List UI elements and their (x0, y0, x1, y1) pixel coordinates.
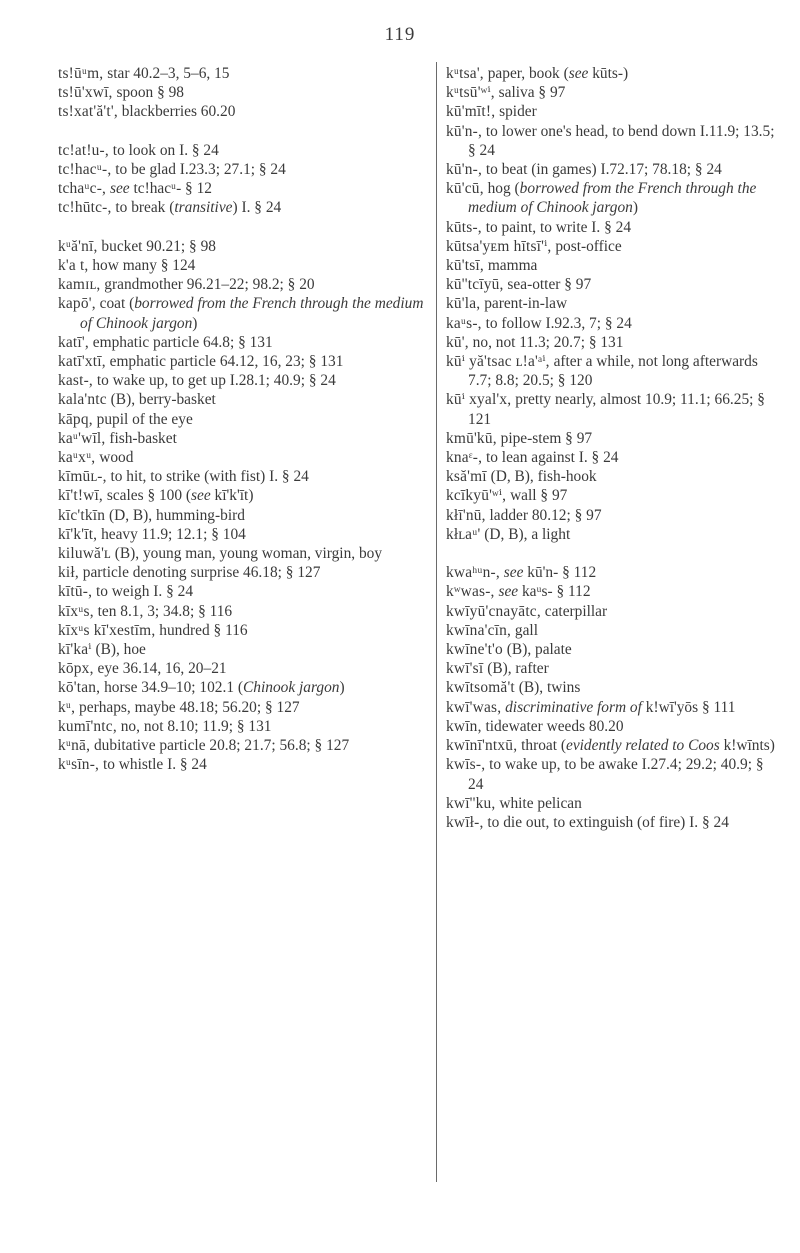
dictionary-entry (446, 102, 776, 121)
dictionary-entry (446, 794, 776, 813)
dictionary-entry (58, 410, 430, 429)
entry-headword: kwīna'cīn, (446, 621, 512, 639)
entry-headword: kumī'ntc, (58, 717, 117, 735)
entry-gloss: kūts-) (588, 65, 629, 82)
entry-headword: kū'tsī, (446, 257, 484, 275)
dictionary-entry (58, 102, 430, 121)
dictionary-entry (58, 755, 430, 774)
entry-headword: kō'tan, (58, 679, 101, 697)
entry-gloss: to lean against I. § 24 (485, 449, 619, 467)
entry-headword: tchaᵘc-, (58, 180, 107, 198)
entry-headword: kiluwă'ʟ (58, 545, 111, 563)
dictionary-entry (446, 621, 776, 640)
entry-headword: kwī''ku, (446, 794, 496, 812)
entry-headword: kwīł-, (446, 813, 484, 831)
entry-italic-note: borrowed from the French through the medium of Chinook jargon (468, 180, 761, 217)
dictionary-entry (58, 371, 430, 390)
entry-headword: kū''tcīyū, (446, 276, 504, 294)
entry-headword: kōpx, (58, 660, 94, 678)
entry-gloss: ) I. § 24 (232, 199, 282, 217)
entry-headword: ts!ū'xwī, (58, 84, 113, 102)
entry-headword: kaᵘxᵘ, (58, 449, 96, 467)
entry-headword: ksă'mī (446, 468, 487, 486)
page-number: 119 (384, 24, 416, 45)
entry-gloss: hundred § 116 (159, 621, 248, 639)
entry-headword: kʷwas-, (446, 583, 495, 601)
entry-gloss: ) (632, 199, 639, 217)
entry-headword: kaᵘs-, (446, 314, 482, 332)
entry-headword: kūⁱ yă'tsac ʟ!a'ᵃⁱ, (446, 353, 550, 371)
dictionary-entry (58, 736, 430, 755)
entry-gloss: to weigh I. § 24 (95, 583, 194, 601)
entry-gloss: grandmother 96.21–22; 98.2; § 20 (104, 276, 315, 294)
dictionary-entry (58, 717, 430, 736)
entry-gloss: eye 36.14, 16, 20–21 (97, 660, 227, 678)
dictionary-entry (446, 275, 776, 294)
entry-headword: kīc'tkīn (58, 506, 106, 524)
entry-gloss: mamma (487, 257, 538, 275)
entry-gloss: emphatic particle 64.12, 16, 23; § 131 (109, 353, 344, 371)
entry-headword: kī'k'īt, (58, 525, 98, 543)
dictionary-entry (446, 218, 776, 237)
entry-headword: kwīnī'ntxū, (446, 737, 518, 755)
dictionary-entry (58, 83, 430, 102)
dictionary-entry (58, 429, 430, 448)
dictionary-entry (58, 467, 430, 486)
dictionary-entry (58, 390, 430, 409)
entry-headword: kᵘ, (58, 698, 76, 716)
entry-italic-note: borrowed from the French through the medium of Chinook jargon (80, 295, 428, 332)
dictionary-entry (58, 678, 430, 697)
entry-gloss: kaᵘs- § 112 (518, 583, 591, 601)
entry-headword: kī't!wī, (58, 487, 103, 505)
dictionary-entry (58, 198, 430, 217)
dictionary-entry (446, 122, 779, 160)
entry-headword: kwīs-, (446, 756, 486, 774)
entry-headword: kī'kaⁱ (58, 641, 92, 659)
entry-gloss: ladder 80.12; § 97 (489, 506, 602, 524)
dictionary-entry (58, 333, 430, 352)
entry-headword: tc!at!u-, (58, 141, 109, 159)
dictionary-entry (58, 582, 430, 601)
dictionary-entry (446, 448, 776, 467)
dictionary-entry (446, 813, 776, 832)
entry-gloss: to whistle I. § 24 (102, 756, 207, 774)
entry-gloss: blackberries 60.20 (121, 103, 236, 121)
entry-italic-note: see (503, 564, 524, 582)
dictionary-entry (446, 352, 776, 390)
entry-gloss: spider (499, 103, 537, 121)
entry-headword: kᵘă'nī, (58, 237, 98, 255)
entry-headword: kwaʰᵘn-, (446, 564, 500, 582)
entry-gloss: hog ( (487, 180, 520, 198)
dictionary-entry (446, 237, 776, 256)
entry-headword: kāpq, (58, 410, 93, 428)
dictionary-entry (446, 429, 776, 448)
entry-headword: kīxᵘs, (58, 602, 94, 620)
entry-headword: kᵘsīn-, (58, 756, 100, 774)
entry-gloss: emphatic particle 64.8; § 131 (92, 333, 273, 351)
dictionary-entry (58, 64, 430, 83)
entry-headword: katī'xtī, (58, 353, 106, 371)
dictionary-entry (58, 602, 430, 621)
entry-gloss: to look on I. § 24 (112, 141, 219, 159)
dictionary-entry (446, 506, 776, 525)
entry-gloss: kī'k'īt) (210, 487, 254, 505)
entry-italic-note: see (191, 487, 211, 505)
entry-headword: kala'ntc (58, 391, 107, 409)
entry-headword: kast-, (58, 372, 93, 390)
entry-gloss: k!wīnts) (719, 737, 775, 755)
entry-gloss: coat ( (99, 295, 135, 313)
entry-gloss: to break ( (115, 199, 175, 217)
entry-headword: kwīne't'o (446, 641, 503, 659)
dictionary-entry (58, 256, 430, 275)
entry-italic-note: see (498, 583, 519, 601)
dictionary-entry (58, 141, 430, 160)
entry-headword: tc!hūtc-, (58, 199, 112, 217)
entry-gloss: paper, book ( (487, 65, 569, 82)
left-column (58, 64, 430, 774)
entry-gloss: pupil of the eye (96, 410, 193, 428)
entry-gloss: (B), berry-basket (110, 391, 216, 409)
entry-gloss: pretty nearly, almost 10.9; 11.1; 66.25; § 121 (468, 391, 769, 428)
entry-gloss: no, not 8.10; 11.9; § 131 (120, 717, 272, 735)
dictionary-entry (446, 83, 776, 102)
entry-gloss: (B), young man, young woman, virgin, boy (114, 545, 383, 563)
dictionary-entry (446, 659, 776, 678)
entry-italic-note: discriminative form of (505, 698, 642, 716)
entry-gloss: to beat (in games) I.72.17; 78.18; § 24 (485, 161, 722, 179)
dictionary-entry (58, 237, 430, 256)
entry-headword: kīmūʟ-, (58, 468, 107, 486)
dictionary-entry (58, 621, 430, 640)
entry-headword: kwī'was, (446, 698, 502, 716)
entry-headword: k'a t, (58, 257, 89, 274)
dictionary-entry (446, 486, 776, 505)
dictionary-entry (446, 640, 776, 659)
entry-headword: katī', (58, 333, 89, 351)
entry-gloss: tidewater weeds 80.20 (485, 717, 624, 735)
entry-gloss: to be glad I.23.3; 27.1; § 24 (115, 161, 286, 178)
entry-headword: tc!hacᵘ-, (58, 161, 112, 178)
dictionary-entry (58, 352, 430, 371)
entry-gloss: (D, B), fish-hook (490, 468, 597, 486)
dictionary-entry (58, 698, 430, 717)
dictionary-entry (58, 563, 430, 582)
dictionary-entry (446, 64, 776, 83)
entry-gloss: ten 8.1, 3; 34.8; § 116 (97, 602, 233, 620)
entry-gloss: k!wī'yōs § 111 (641, 698, 736, 716)
entry-group-gap (58, 218, 430, 237)
dictionary-entry (446, 582, 776, 601)
entry-gloss: parent-in-law (484, 295, 568, 313)
entry-headword: kū'n-, (446, 161, 483, 179)
dictionary-entry (58, 179, 430, 198)
entry-gloss: after a while, not long afterwards 7.7; 8.8; 20.5; § 120 (468, 353, 762, 390)
entry-gloss: to lower one's head, to bend down I.11.9; 13.5; § 24 (468, 122, 779, 159)
dictionary-entry (58, 525, 430, 544)
entry-headword: kūtsa'yᴇm hītsī'ⁱ, (446, 237, 552, 255)
entry-headword: ts!xat'ă't', (58, 103, 118, 121)
entry-gloss: wood (99, 449, 134, 467)
entry-gloss: ) (192, 314, 198, 332)
entry-gloss: post-office (555, 237, 622, 255)
dictionary-entry (446, 314, 776, 333)
entry-gloss: to die out, to extinguish (of fire) I. § 24 (487, 813, 729, 831)
entry-gloss: to wake up, to be awake I.27.4; 29.2; 40.9; § 24 (468, 756, 768, 793)
entry-headword: kił, (58, 564, 79, 582)
dictionary-entry (446, 755, 776, 793)
dictionary-entry (58, 160, 430, 179)
entry-gloss: dubitative particle 20.8; 21.7; 56.8; § 127 (93, 737, 350, 755)
dictionary-entry (446, 602, 776, 621)
dictionary-entry (446, 390, 776, 428)
entry-headword: kaᵘ'wīl, (58, 429, 106, 447)
entry-group-gap (58, 122, 430, 141)
entry-headword: kmū'kū, (446, 429, 497, 447)
entry-headword: kamɪʟ, (58, 276, 101, 294)
dictionary-entry (446, 256, 776, 275)
entry-headword: kū'n-, (446, 122, 483, 140)
entry-headword: kū'mīt!, (446, 103, 496, 121)
entry-headword: kᵘtsa', (446, 65, 484, 82)
entry-gloss: throat ( (521, 737, 566, 755)
entry-gloss: (D, B), humming-bird (108, 506, 245, 524)
dictionary-entry (58, 506, 430, 525)
entry-gloss: gall (514, 621, 538, 639)
dictionary-entry (58, 448, 430, 467)
dictionary-entry (58, 275, 430, 294)
entry-headword: kłī'nū, (446, 506, 486, 524)
entry-headword: kᵘnā, (58, 737, 91, 755)
entry-headword: ts!ūᵘm, (58, 65, 104, 82)
dictionary-entry (446, 333, 776, 352)
entry-headword: knaᵋ-, (446, 449, 483, 467)
dictionary-entry (446, 717, 776, 736)
dictionary-entry (446, 525, 776, 544)
dictionary-entry (446, 563, 776, 582)
entry-gloss: to follow I.92.3, 7; § 24 (485, 314, 632, 332)
entry-gloss: spoon § 98 (116, 84, 185, 102)
entry-gloss: (B), twins (518, 679, 581, 697)
entry-headword: kcīkyū'ʷⁱ, (446, 487, 507, 505)
dictionary-entry (446, 467, 776, 486)
entry-headword: kwītsomă't (446, 679, 515, 697)
dictionary-entry (446, 736, 776, 755)
entry-group-gap (446, 544, 776, 563)
entry-headword: kapō', (58, 295, 96, 313)
entry-gloss: horse 34.9–10; 102.1 ( (104, 679, 244, 697)
dictionary-entry (446, 179, 776, 217)
entry-headword: kūⁱ xyal'x, (446, 391, 512, 409)
dictionary-entry (58, 544, 430, 563)
entry-gloss: pipe-stem § 97 (500, 429, 593, 447)
entry-headword: kwīyū'cnayātc, (446, 602, 541, 620)
entry-headword: kū'la, (446, 295, 481, 313)
entry-gloss: to wake up, to get up I.28.1; 40.9; § 24 (96, 372, 336, 390)
entry-headword: kū'cū, (446, 180, 484, 198)
entry-gloss: caterpillar (544, 602, 608, 620)
right-column (446, 64, 779, 832)
entry-headword: kūts-, (446, 218, 482, 236)
entry-headword: kītū-, (58, 583, 93, 601)
entry-gloss: (B), hoe (95, 641, 146, 659)
entry-gloss: perhaps, maybe 48.18; 56.20; § 127 (79, 698, 300, 716)
entry-headword: kłʟaᵘ' (446, 525, 481, 543)
entry-gloss: fish-basket (109, 429, 177, 447)
entry-gloss: how many § 124 (92, 257, 196, 274)
dictionary-entry (446, 698, 776, 717)
entry-gloss: sea-otter § 97 (507, 276, 592, 294)
dictionary-entry (58, 486, 430, 505)
column-divider (436, 62, 437, 1182)
entry-gloss: scales § 100 ( (106, 487, 192, 505)
entry-gloss: star 40.2–3, 5–6, 15 (107, 65, 230, 82)
dictionary-entry (58, 640, 430, 659)
entry-italic-note: evidently related to Coos (565, 737, 720, 755)
entry-gloss: white pelican (499, 794, 582, 812)
entry-italic-note: see (568, 65, 589, 82)
entry-gloss: kū'n- § 112 (523, 564, 597, 582)
entry-gloss: (B), palate (506, 641, 572, 659)
dictionary-entry (58, 294, 430, 332)
entry-gloss: to paint, to write I. § 24 (485, 218, 632, 236)
entry-headword: kwīn, (446, 717, 482, 735)
entry-headword: kwī'sī (446, 660, 484, 678)
dictionary-entry (446, 160, 776, 179)
entry-gloss: bucket 90.21; § 98 (101, 237, 216, 255)
entry-gloss: saliva § 97 (498, 84, 566, 102)
entry-italic-note: Chinook jargon (243, 679, 340, 697)
dictionary-entry (446, 678, 776, 697)
entry-gloss: particle denoting surprise 46.18; § 127 (82, 564, 321, 582)
dictionary-entry (446, 294, 776, 313)
entry-headword: kū', (446, 333, 469, 351)
entry-gloss: (D, B), a light (484, 525, 571, 543)
entry-gloss: no, not 11.3; 20.7; § 131 (472, 333, 624, 351)
entry-headword: kᵘtsū'ʷⁱ, (446, 84, 495, 102)
entry-italic-note: transitive (174, 199, 233, 217)
entry-gloss: tc!hacᵘ- § 12 (129, 180, 212, 198)
entry-gloss: to hit, to strike (with fist) I. § 24 (110, 468, 309, 486)
dictionary-entry (58, 659, 430, 678)
entry-italic-note: see (109, 180, 130, 198)
entry-headword: kīxᵘs kī'xestīm, (58, 621, 156, 639)
entry-gloss: heavy 11.9; 12.1; § 104 (101, 525, 246, 543)
entry-gloss: (B), rafter (487, 660, 549, 678)
entry-gloss: ) (339, 679, 345, 697)
entry-gloss: wall § 97 (510, 487, 568, 505)
